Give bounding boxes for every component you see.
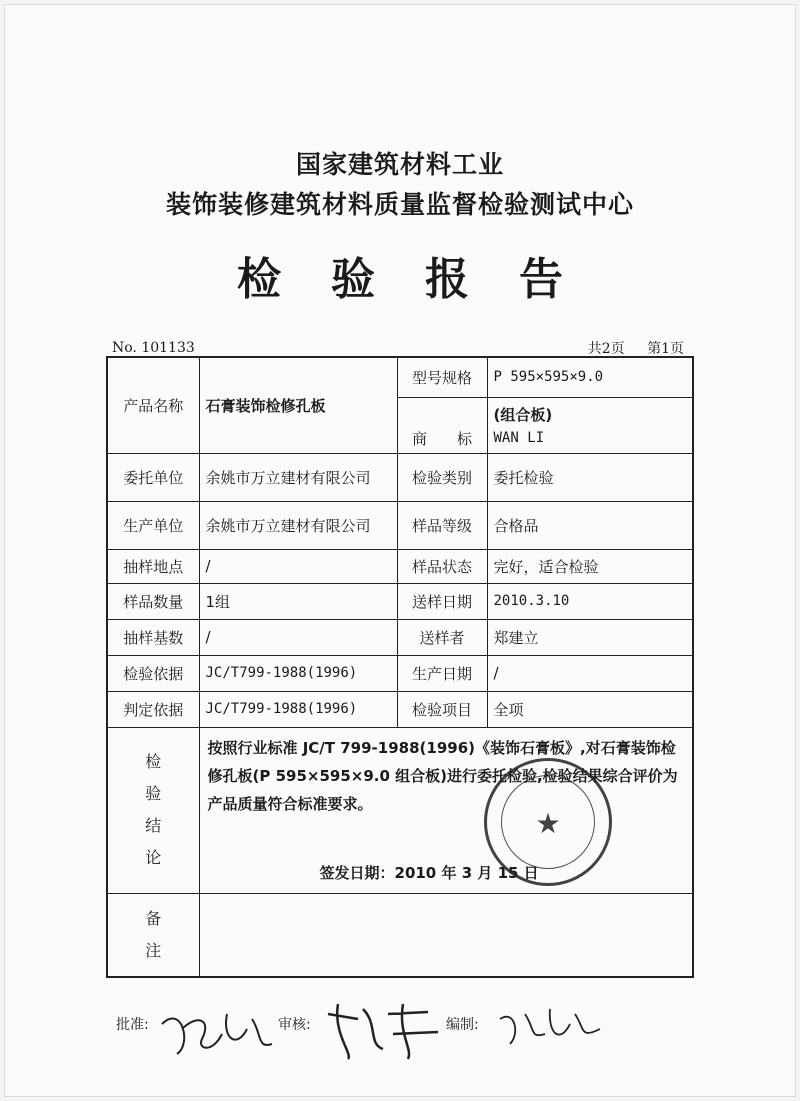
approver-signature [152,994,282,1064]
items-value: 全项 [487,691,693,727]
client-value: 余姚市万立建材有限公司 [199,453,397,501]
star-icon: ★ [535,807,561,840]
inspect-type-value: 委托检验 [487,453,693,501]
org-name-line2: 装饰装修建筑材料质量监督检验测试中心 [165,190,634,219]
approve-label: 批准: [116,1017,149,1033]
basis-value: JC/T799-1988(1996) [199,655,397,691]
compiler-signature [490,994,610,1054]
conclusion-label-char: 验 [145,784,162,803]
report-number: No. 101133 [112,340,195,356]
product-name-value: 石膏装饰检修孔板 [199,357,397,453]
producer-value: 余姚市万立建材有限公司 [199,501,397,549]
sender-value: 郑建立 [487,619,693,655]
remarks-label [107,893,199,977]
model-label: 型号规格 [397,357,487,397]
product-name-label: 产品名称 [107,357,199,453]
org-name-line1: 国家建筑材料工业 [295,150,504,179]
brand-cell [487,397,693,453]
report-table [106,356,694,978]
conclusion-label-char: 检 [145,752,162,771]
brand-label [397,397,487,453]
producer-label: 生产单位 [107,501,199,549]
client-label: 委托单位 [107,453,199,501]
sampling-place-value: / [199,549,397,583]
sample-state-value: 完好，适合检验 [487,549,693,583]
sender-label: 送样者 [397,619,487,655]
production-date-value: / [487,655,693,691]
conclusion-label-char: 论 [145,848,162,867]
review-label: 审核: [278,1017,311,1033]
inspect-type-label: 检验类别 [397,453,487,501]
sample-qty-value: 1组 [199,583,397,619]
table-row [107,691,693,727]
table-row [107,501,693,549]
model-value [487,357,693,397]
sample-state-label: 样品状态 [397,549,487,583]
table-row [107,583,693,619]
basis-label: 检验依据 [107,655,199,691]
conclusion-label-char: 结 [145,816,162,835]
page-number: 第1页 [647,341,684,357]
table-row [107,357,693,397]
sample-qty-label: 样品数量 [107,583,199,619]
sampling-base-value: / [199,619,397,655]
sampling-base-label: 抽样基数 [107,619,199,655]
remarks-value [199,893,693,977]
conclusion-cell [199,727,693,893]
judge-value: JC/T799-1988(1996) [199,691,397,727]
conclusion-label [107,727,199,893]
judge-label: 判定依据 [107,691,199,727]
remarks-row [107,893,693,977]
report-title: 检验报告 [237,254,613,305]
reviewer-signature [318,994,448,1064]
table-row [107,655,693,691]
grade-value: 合格品 [487,501,693,549]
model-value-line1: P 595×595×9.0 [493,369,604,386]
brand-label-text: 商 标 [411,429,472,448]
issue-date: 签发日期：2010 年 3 月 15 日 [319,863,539,882]
grade-label: 样品等级 [397,501,487,549]
page-count [570,338,684,358]
compile-label: 编制: [446,1017,479,1033]
table-row [107,619,693,655]
items-label: 检验项目 [397,691,487,727]
remarks-label-char: 备 [145,908,162,928]
remarks-label-char: 注 [145,940,162,960]
official-seal [484,758,612,886]
total-pages: 共2页 [587,341,625,357]
delivery-date-value: 2010.3.10 [487,583,693,619]
sampling-place-label: 抽样地点 [107,549,199,583]
brand-value: WAN LI [493,430,545,446]
model-value-line2: (组合板) [493,406,553,424]
production-date-label: 生产日期 [397,655,487,691]
table-row [107,549,693,583]
table-row [107,453,693,501]
conclusion-text: 按照行业标准 JC/T 799-1988(1996)《装饰石膏板》,对石膏装饰检修孔板(P 595×595×9.0 组合板)进行委托检验,检验结果综合评价为产品质量符合标准要求。 [207,738,678,813]
delivery-date-label: 送样日期 [397,583,487,619]
